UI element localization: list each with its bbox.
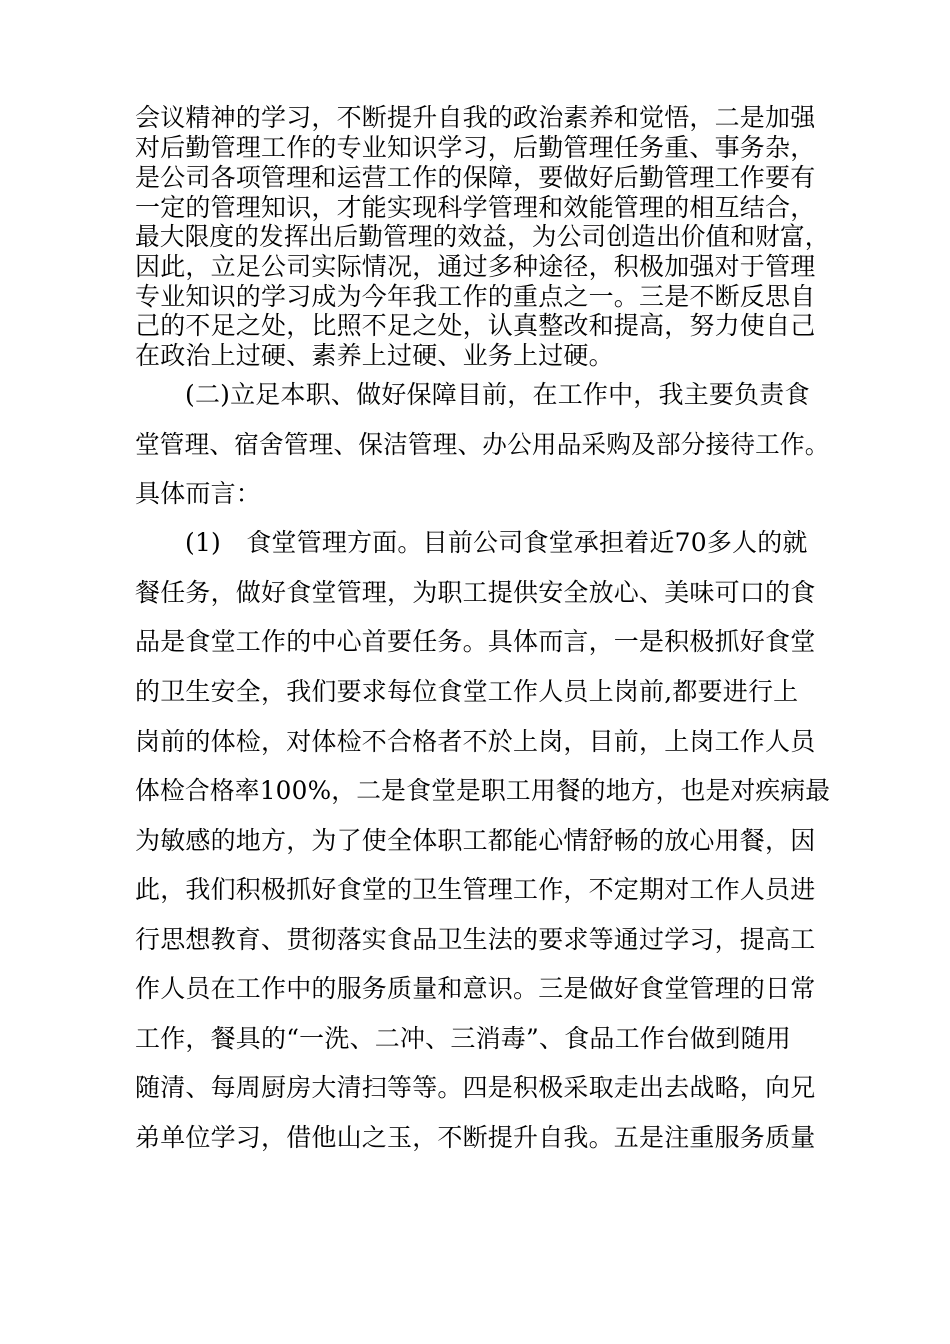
paragraph-3-line-6: 体检合格率100%，二是食堂是职工用餐的地方，也是对疾病最	[135, 776, 831, 805]
paragraph-3-line-5: 岗前的体检，对体检不合格者不於上岗，目前，上岗工作人员	[135, 727, 816, 756]
paragraph-1-line-4: 一定的管理知识，才能实现科学管理和效能管理的相互结合，	[135, 193, 816, 222]
paragraph-3-line-13: 弟单位学习，借他山之玉，不断提升自我。五是注重服务质量	[135, 1123, 816, 1152]
paragraph-1-line-8: 己的不足之处，比照不足之处，认真整改和提高，努力使自己	[135, 311, 816, 340]
paragraph-3-line-2: 餐任务，做好食堂管理，为职工提供安全放心、美味可口的食	[135, 578, 816, 607]
paragraph-1-line-7: 专业知识的学习成为今年我工作的重点之一。三是不断反思自	[135, 282, 816, 311]
paragraph-1-line-1: 会议精神的学习，不断提升自我的政治素养和觉悟，二是加强	[135, 103, 816, 132]
paragraph-3-line-12: 随清、每周厨房大清扫等等。四是积极采取走出去战略，向兄	[135, 1073, 816, 1102]
paragraph-1-line-3: 是公司各项管理和运营工作的保障，要做好后勤管理工作要有	[135, 163, 816, 192]
paragraph-2-line-2: 堂管理、宿舍管理、保洁管理、办公用品采购及部分接待工作。	[135, 430, 830, 459]
paragraph-3-line-4: 的卫生安全，我们要求每位食堂工作人员上岗前,都要进行上	[135, 677, 799, 706]
paragraph-1-line-2: 对后勤管理工作的专业知识学习，后勤管理任务重、事务杂，	[135, 133, 816, 162]
paragraph-3-line-3: 品是食堂工作的中心首要任务。具体而言，一是积极抓好食堂	[135, 627, 816, 656]
paragraph-3-line-9: 行思想教育、贯彻落实食品卫生法的要求等通过学习，提高工	[135, 925, 816, 954]
paragraph-3-line-10: 作人员在工作中的服务质量和意识。三是做好食堂管理的日常	[135, 974, 816, 1003]
paragraph-3-line-8: 此，我们积极抓好食堂的卫生管理工作，不定期对工作人员进	[135, 875, 816, 904]
paragraph-3-line-11: 工作，餐具的“一洗、二冲、三消毒”、食品工作台做到随用	[135, 1024, 791, 1053]
paragraph-3-line-1: (1) 食堂管理方面。目前公司食堂承担着近70多人的就	[185, 528, 808, 557]
paragraph-1-line-9: 在政治上过硬、素养上过硬、业务上过硬。	[135, 341, 614, 370]
paragraph-2-line-3: 具体而言：	[135, 479, 262, 508]
paragraph-1-line-6: 因此，立足公司实际情况，通过多种途径，积极加强对于管理	[135, 252, 816, 281]
paragraph-3-line-7: 为敏感的地方，为了使全体职工都能心情舒畅的放心用餐，因	[135, 826, 816, 855]
paragraph-1-line-5: 最大限度的发挥出后勤管理的效益，为公司创造出价值和财富，	[135, 222, 830, 251]
paragraph-2-line-1: (二)立足本职、做好保障目前，在工作中，我主要负责食	[185, 380, 810, 409]
